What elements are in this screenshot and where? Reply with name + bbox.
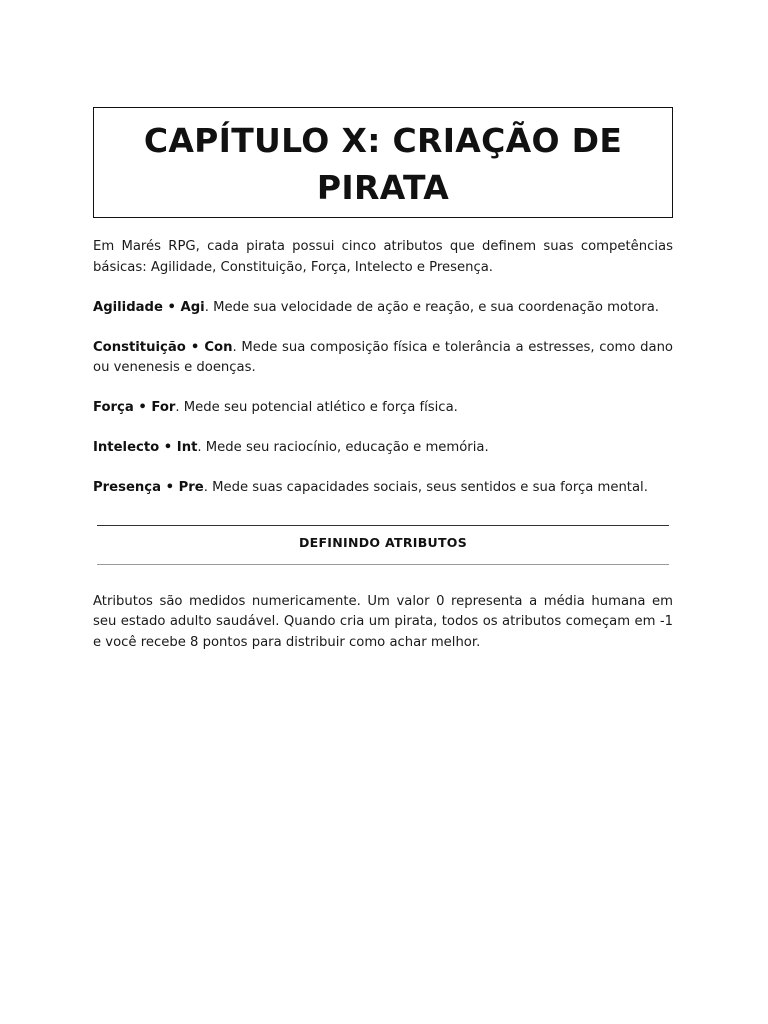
attribute-presenca	[93, 478, 673, 499]
attribute-description: . Mede sua velocidade de ação e reação, e sua coordenação motora.	[204, 299, 659, 315]
intro-paragraph: Em Marés RPG, cada pirata possui cinco atributos que definem suas competências básicas: Agilidade, Constituição, Força, Intelecto e Presença.	[93, 239, 673, 275]
attribute-intelecto	[93, 438, 673, 459]
attribute-name: Presença • Pre	[93, 480, 204, 495]
document-page	[93, 107, 673, 653]
section-heading: DEFININDO ATRIBUTOS	[298, 534, 468, 550]
attribute-description: . Mede seu raciocínio, educação e memória.	[197, 440, 489, 455]
attribute-name: Constituição • Con	[93, 339, 233, 355]
attribute-description: . Mede suas capacidades sociais, seus sentidos e sua força mental.	[203, 480, 648, 495]
attribute-name: Agilidade • Agi	[93, 299, 205, 315]
chapter-title: CAPÍTULO X: CRIAÇÃO DE PIRATA	[143, 120, 623, 207]
attribute-forca	[93, 398, 673, 419]
divider-rule-bottom	[97, 564, 669, 565]
attribute-agilidade	[93, 298, 673, 319]
attribute-name: Força • For	[93, 400, 176, 415]
chapter-title-box	[93, 107, 673, 218]
attribute-description: . Mede seu potencial atlético e força física.	[175, 400, 458, 415]
section-divider	[97, 525, 669, 565]
section-body-paragraph: Atributos são medidos numericamente. Um valor 0 representa a média humana em seu estado adulto saudável. Quando cria um pirata, todos os atributos começam em -1 e você recebe 8 pontos para distribuir como achar melhor.	[93, 593, 673, 650]
attribute-name: Intelecto • Int	[93, 440, 198, 455]
attribute-constituicao	[93, 338, 673, 379]
attribute-description: . Mede sua composição física e tolerância a estresses, como dano ou venenesis e doenças.	[93, 339, 674, 375]
